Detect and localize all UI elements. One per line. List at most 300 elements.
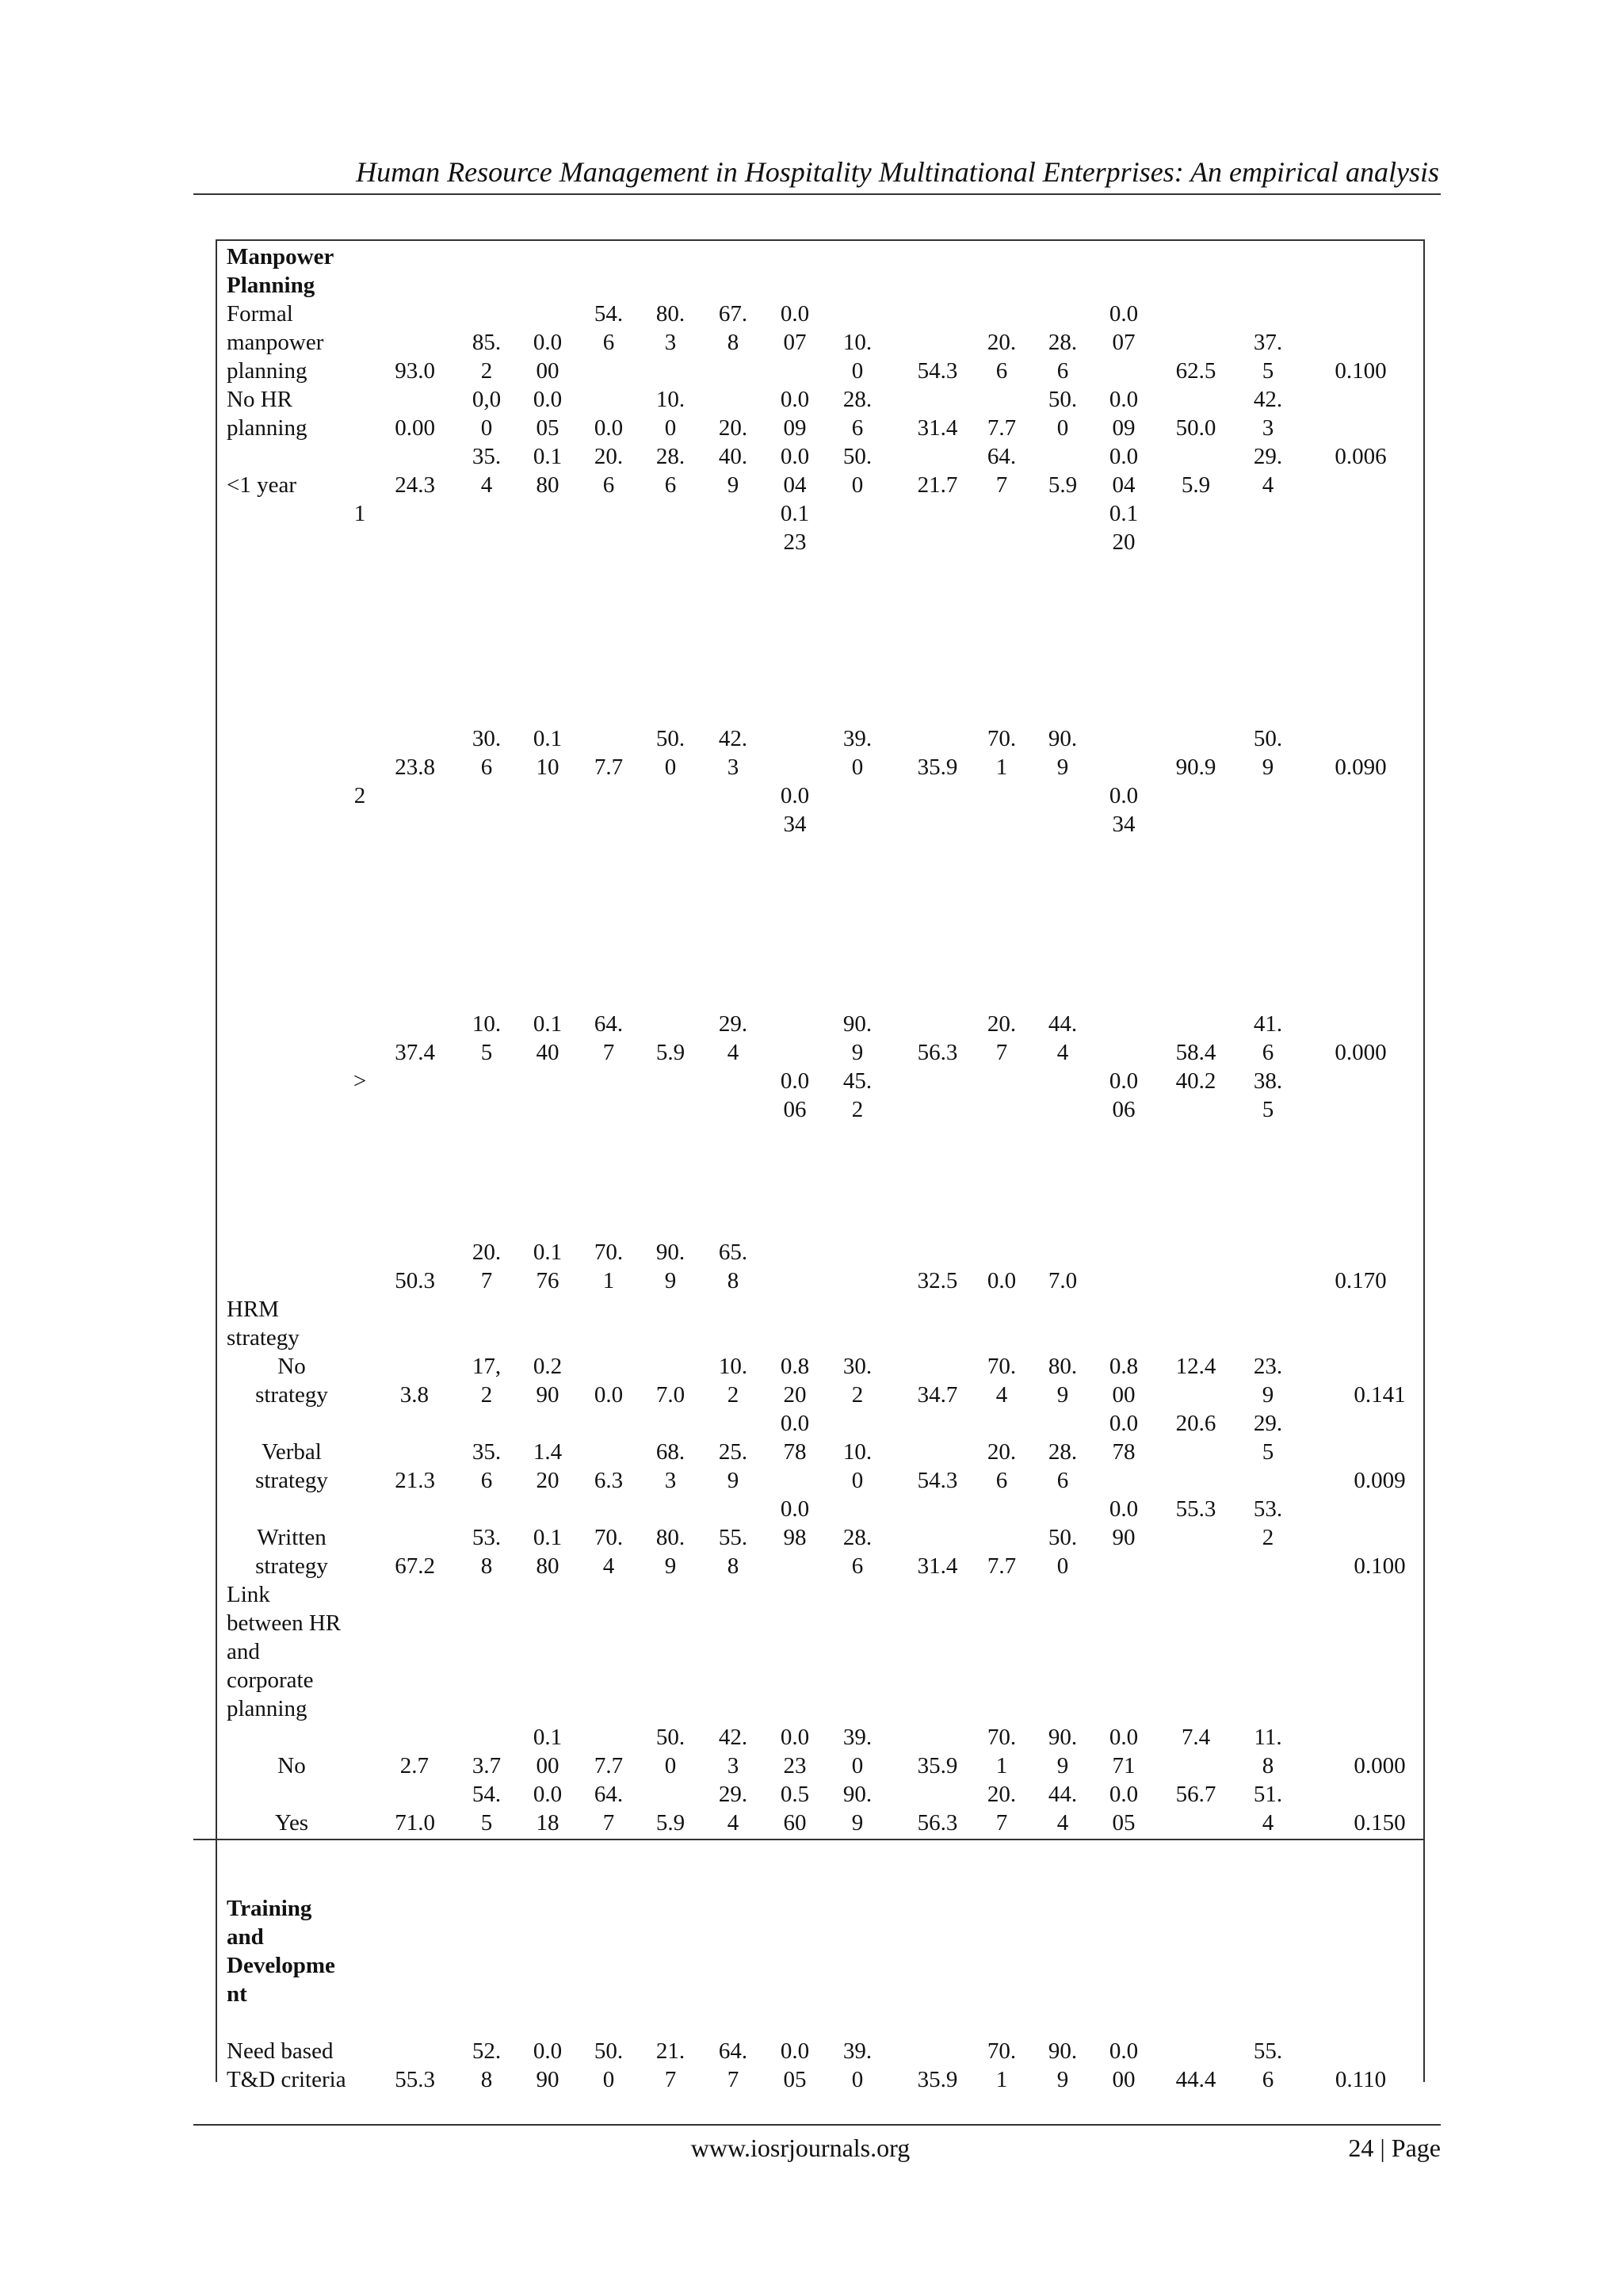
table-cell: 5 [480,1040,493,1065]
table-cell: 9 [1056,2067,1069,2092]
table-cell: 0 [851,1468,864,1493]
table-cell: 0.110 [1335,2067,1387,2092]
table-cell: 5.9 [655,1810,685,1836]
table-cell: 3 [727,1753,739,1778]
table-cell: 55. [718,1525,748,1550]
row-label: T&D criteria [227,2067,346,2092]
table-cell: 51. [1253,1782,1283,1807]
table-cell: 5 [1262,358,1274,384]
table-cell: 7.0 [1048,1268,1078,1293]
table-cell: 20. [987,1011,1017,1037]
table-cell: 18 [536,1810,559,1836]
table-cell: 50. [1253,726,1283,751]
table-cell: 6 [1262,1040,1274,1065]
page-number: 24 | Page [1348,2134,1441,2162]
table-cell: 0.0 [594,1382,624,1408]
table-cell: 8 [480,2067,493,2092]
table-cell: 7 [602,1810,615,1836]
table-cell: 17, [472,1354,502,1379]
table-cell: 6 [602,472,615,498]
table-cell: 0 [664,1753,677,1778]
table-cell: 42. [1253,387,1283,412]
table-cell: 5 [1262,1439,1274,1465]
table-cell: 0.0 [780,1068,810,1094]
table-cell: 0 [851,1753,864,1778]
table-cell: 8 [727,1553,739,1579]
table-cell: 12.4 [1175,1354,1216,1379]
table-cell: 64. [987,444,1017,469]
table-cell: 0.0 [987,1268,1017,1293]
table-cell: 0.0 [780,2038,810,2064]
table-cell: 9 [664,1268,677,1293]
table-cell: 3.7 [472,1753,502,1778]
table-cell: 70. [987,1354,1017,1379]
running-header: Human Resource Management in Hospitality Multinational Enterprises: An empirical analysis [356,156,1439,188]
table-cell: 20. [987,330,1017,355]
table-cell: 50. [1048,1525,1078,1550]
table-cell: 44. [1048,1011,1078,1037]
table-cell: 60 [783,1810,807,1836]
table-cell: 9 [1262,1382,1274,1408]
table-cell: 05 [1112,1810,1136,1836]
table-cell: 5 [480,1810,493,1836]
table-cell: 00 [1112,1382,1136,1408]
table-cell: 6 [851,415,864,441]
table-cell: 0.1 [533,444,563,469]
table-cell: 0.0 [1109,1411,1139,1436]
table-cell: 7.7 [987,1553,1017,1579]
table-cell: 9 [664,1553,677,1579]
table-cell: 20 [783,1382,807,1408]
row-label: strategy [255,1468,328,1493]
table-cell: 0.1 [1109,501,1139,526]
table-cell: 3 [1262,415,1274,441]
table-cell: 9 [1056,1753,1069,1778]
header-rule [193,193,1441,195]
table-cell: 0.0 [533,387,563,412]
table-cell: 90.9 [1175,755,1216,780]
table-cell: 56.3 [917,1810,958,1836]
table-cell: 50.3 [395,1268,435,1293]
table-cell: 0 [664,415,677,441]
table-cell: 1 [995,755,1008,780]
table-cell: 05 [536,415,559,441]
table-cell: 0.0 [1109,1068,1139,1094]
table-cell: 54. [472,1782,502,1807]
table-cell: 32.5 [917,1268,958,1293]
table-cell: 21.3 [395,1468,435,1493]
table-cell: 0.090 [1335,755,1387,780]
table-cell: 35. [472,444,502,469]
row-label: Need based [227,2038,334,2064]
table-cell: 7.0 [655,1382,685,1408]
row-label: Link [227,1582,270,1607]
table-cell: 0.8 [1109,1354,1139,1379]
table-cell: 0.0 [533,2038,563,2064]
table-cell: 50. [594,2038,624,2064]
table-cell: 0.100 [1354,1553,1406,1579]
table-cell: 78 [783,1439,807,1465]
row-label: planning [227,415,307,441]
table-cell: 10. [472,1011,502,1037]
section-divider [193,1839,1425,1840]
row-label: Training [227,1896,312,1921]
table-cell: 54.3 [917,358,958,384]
table-cell: 7 [480,1268,493,1293]
table-cell: 64. [594,1782,624,1807]
row-label: planning [227,358,307,384]
table-cell: 9 [1056,1382,1069,1408]
table-cell: 41. [1253,1011,1283,1037]
table-cell: 2 [1262,1525,1274,1550]
footer-url: www.iosrjournals.org [690,2134,911,2162]
table-cell: 6 [664,472,677,498]
table-cell: 55. [1253,2038,1283,2064]
table-cell: 09 [1112,415,1136,441]
table-cell: 54.3 [917,1468,958,1493]
table-cell: 93.0 [395,358,435,384]
table-cell: 8 [727,1268,739,1293]
table-cell: 0.0 [1109,301,1139,327]
table-cell: 6.3 [594,1468,624,1493]
table-cell: 00 [1112,2067,1136,2092]
table-cell: 06 [1112,1097,1136,1122]
table-cell: 0.0 [533,1782,563,1807]
table-cell: 0.8 [780,1354,810,1379]
table-cell: 35. [472,1439,502,1465]
table-cell: 71 [1112,1753,1136,1778]
table-cell: 6 [1056,358,1069,384]
table-cell: 28. [1048,1439,1078,1465]
table-cell: 0.0 [780,1725,810,1750]
table-cell: 4 [1056,1040,1069,1065]
table-cell: 0.0 [1109,1725,1139,1750]
table-cell: 0.006 [1335,444,1387,469]
table-cell: 0.141 [1354,1382,1406,1408]
table-cell: 9 [727,472,739,498]
row-label: nt [227,1981,247,2007]
table-cell: 67. [718,301,748,327]
table-cell: 67.2 [395,1553,435,1579]
table-cell: 35.9 [917,755,958,780]
table-cell: 2 [727,1382,739,1408]
table-cell: 05 [783,2067,807,2092]
row-label: manpower [227,330,324,355]
table-cell: 20. [987,1439,1017,1465]
table-cell: 0.100 [1335,358,1387,384]
table-cell: 44. [1048,1782,1078,1807]
table-cell: 90. [1048,1725,1078,1750]
table-cell: 29. [1253,444,1283,469]
table-cell: 0.0 [533,330,563,355]
table-cell: 4 [1056,1810,1069,1836]
row-label: Verbal [262,1439,322,1465]
table-cell: 0.0 [1109,783,1139,808]
table-cell: 50.0 [1175,415,1216,441]
table-cell: 3.8 [399,1382,429,1408]
table-cell: 37. [1253,330,1283,355]
table-cell: 2.7 [399,1753,429,1778]
table-cell: 64. [718,2038,748,2064]
table-cell: 56.7 [1175,1782,1216,1807]
table-cell: 3 [664,330,677,355]
table-cell: 0.1 [780,501,810,526]
table-cell: 7 [995,472,1008,498]
table-cell: 28. [1048,330,1078,355]
table-cell: 07 [783,330,807,355]
table-cell: 6 [851,1553,864,1579]
table-cell: 50. [655,726,685,751]
table-cell: 0 [851,2067,864,2092]
table-cell: 29. [1253,1411,1283,1436]
table-cell: 35.9 [917,2067,958,2092]
table-cell: 90. [842,1011,873,1037]
table-cell: 80. [655,301,685,327]
table-cell: 9 [851,1810,864,1836]
table-cell: 0.0 [594,415,624,441]
table-cell: 0.0 [1109,1496,1139,1522]
table-cell: 0.000 [1335,1040,1387,1065]
row-label: Planning [227,273,315,298]
table-cell: 90. [842,1782,873,1807]
table-cell: 10. [718,1354,748,1379]
table-cell: 21.7 [917,472,958,498]
table-cell: 50. [655,1725,685,1750]
row-label: strategy [227,1325,300,1350]
table-cell: 10. [655,387,685,412]
row-label: Formal [227,301,293,327]
row-label: and [227,1924,264,1950]
table-cell: 40.2 [1175,1068,1216,1094]
table-cell: 6 [1056,1468,1069,1493]
table-cell: 8 [727,330,739,355]
table-cell: 6 [995,1468,1008,1493]
table-cell: 5.9 [1181,472,1211,498]
table-cell: 45. [842,1068,873,1094]
table-cell: 0.0 [1109,1782,1139,1807]
table-cell: 90 [1112,1525,1136,1550]
table-cell: 1 [995,1753,1008,1778]
table-cell: 0.009 [1354,1468,1406,1493]
table-cell: 85. [472,330,502,355]
row-label: Yes [274,1810,309,1836]
table-cell: 4 [1262,472,1274,498]
table-cell: 23 [783,1753,807,1778]
table-cell: 0.0 [1109,387,1139,412]
table-cell: 9 [727,1468,739,1493]
table-cell: 00 [536,1753,559,1778]
table-cell: 11. [1254,1725,1282,1750]
table-cell: 8 [1262,1753,1274,1778]
row-label: No HR [227,387,292,412]
table-cell: > [353,1068,367,1094]
table-cell: 90. [1048,2038,1078,2064]
table-cell: 28. [842,387,873,412]
table-cell: 0.1 [533,1011,563,1037]
row-label: <1 year [227,472,297,498]
table-cell: 24.3 [395,472,435,498]
table-cell: 0.0 [780,301,810,327]
table-cell: 34 [783,812,807,837]
table-cell: 7.4 [1181,1725,1211,1750]
table-cell: 62.5 [1175,358,1216,384]
table-cell: 0 [1056,415,1069,441]
table-cell: 29. [718,1782,748,1807]
table-cell: 21. [655,2038,685,2064]
table-cell: 10. [842,1439,873,1465]
table-cell: 50. [1048,387,1078,412]
table-cell: 9 [1056,755,1069,780]
table-cell: 1 [995,2067,1008,2092]
table-cell: 54. [594,301,624,327]
table-cell: 90 [536,2067,559,2092]
table-cell: 42. [718,1725,748,1750]
row-label: No [277,1354,306,1379]
table-cell: 6 [480,755,493,780]
table-cell: 7 [727,2067,739,2092]
table-cell: 56.3 [917,1040,958,1065]
table-cell: 7.7 [987,415,1017,441]
table-cell: 39. [842,2038,873,2064]
table-cell: 0.1 [533,1725,563,1750]
table-cell: 0.0 [780,783,810,808]
table-cell: 0.0 [1109,444,1139,469]
table-cell: 7 [995,1810,1008,1836]
table-cell: 3 [664,1468,677,1493]
table-cell: 38. [1253,1068,1283,1094]
table-cell: 5 [1262,1097,1274,1122]
table-cell: 90 [536,1382,559,1408]
table-cell: 4 [1262,1810,1274,1836]
table-cell: 1 [602,1268,615,1293]
table-cell: 2 [480,358,493,384]
table-cell: 52. [472,2038,502,2064]
table-cell: 0.1 [533,726,563,751]
table-cell: 35.9 [917,1753,958,1778]
table-cell: 0 [1056,1553,1069,1579]
table-cell: 6 [602,330,615,355]
table-cell: 0.0 [780,444,810,469]
table-frame [216,239,1425,2082]
table-cell: 20 [536,1468,559,1493]
table-cell: 76 [536,1268,559,1293]
table-cell: 0.000 [1354,1753,1406,1778]
table-cell: 04 [1112,472,1136,498]
table-cell: 6 [480,1468,493,1493]
table-cell: 6 [1262,2067,1274,2092]
table-cell: 0.150 [1354,1810,1406,1836]
table-cell: 0 [851,755,864,780]
table-cell: 2 [851,1382,864,1408]
table-cell: 4 [727,1040,739,1065]
table-cell: 4 [602,1553,615,1579]
row-label: No [277,1753,306,1778]
row-label: strategy [255,1553,328,1579]
table-cell: 20. [987,1782,1017,1807]
table-cell: 20. [594,444,624,469]
table-cell: 70. [987,1725,1017,1750]
table-cell: 64. [594,1011,624,1037]
table-cell: 70. [594,1240,624,1265]
table-cell: 53. [1253,1496,1283,1522]
table-cell: 0.1 [533,1240,563,1265]
row-label: corporate [227,1668,314,1693]
table-cell: 04 [783,472,807,498]
table-cell: 28. [655,444,685,469]
table-cell: 70. [987,726,1017,751]
table-cell: 09 [783,415,807,441]
table-cell: 0.1 [533,1525,563,1550]
table-cell: 80 [536,1553,559,1579]
table-cell: 30. [472,726,502,751]
table-cell: 20. [718,415,748,441]
table-cell: 00 [536,358,559,384]
table-cell: 28. [842,1525,873,1550]
table-cell: 10 [536,755,559,780]
table-cell: 30. [842,1354,873,1379]
row-label: planning [227,1696,307,1721]
table-cell: 44.4 [1175,2067,1216,2092]
table-cell: 71.0 [395,1810,435,1836]
table-cell: 0.0 [780,387,810,412]
table-cell: 2 [480,1382,493,1408]
table-cell: 0.170 [1335,1268,1387,1293]
table-cell: 7.7 [594,755,624,780]
table-cell: 42. [718,726,748,751]
table-cell: 4 [995,1382,1008,1408]
row-label: Developme [227,1953,335,1978]
table-cell: 90. [1048,726,1078,751]
table-cell: 0 [602,2067,615,2092]
table-cell: 0.0 [780,1411,810,1436]
table-cell: 65. [718,1240,748,1265]
table-cell: 39. [842,726,873,751]
footer-rule [193,2124,1441,2126]
table-cell: 25. [718,1439,748,1465]
table-cell: 0.2 [533,1354,563,1379]
table-cell: 4 [480,472,493,498]
table-cell: 6 [995,358,1008,384]
table-cell: 53. [472,1525,502,1550]
table-cell: 34.7 [917,1382,958,1408]
table-cell: 20.6 [1175,1411,1216,1436]
table-cell: 5.9 [655,1040,685,1065]
table-cell: 0 [851,472,864,498]
table-cell: 23.8 [395,755,435,780]
table-cell: 20. [472,1240,502,1265]
table-cell: 20 [1112,529,1136,555]
table-cell: 70. [987,2038,1017,2064]
table-cell: 70. [594,1525,624,1550]
table-cell: 80 [536,472,559,498]
table-cell: 55.3 [395,2067,435,2092]
table-cell: 7 [995,1040,1008,1065]
table-cell: 3 [727,755,739,780]
table-cell: 9 [1262,755,1274,780]
table-cell: 23. [1253,1354,1283,1379]
table-cell: 80. [655,1525,685,1550]
row-label: HRM [227,1297,280,1322]
table-cell: 37.4 [395,1040,435,1065]
row-label: between HR [227,1610,342,1636]
row-label: Written [257,1525,327,1550]
table-cell: 78 [1112,1439,1136,1465]
table-cell: 10. [842,330,873,355]
table-cell: 1 [353,501,366,526]
table-cell: 90. [655,1240,685,1265]
table-cell: 4 [727,1810,739,1836]
table-cell: 50. [842,444,873,469]
